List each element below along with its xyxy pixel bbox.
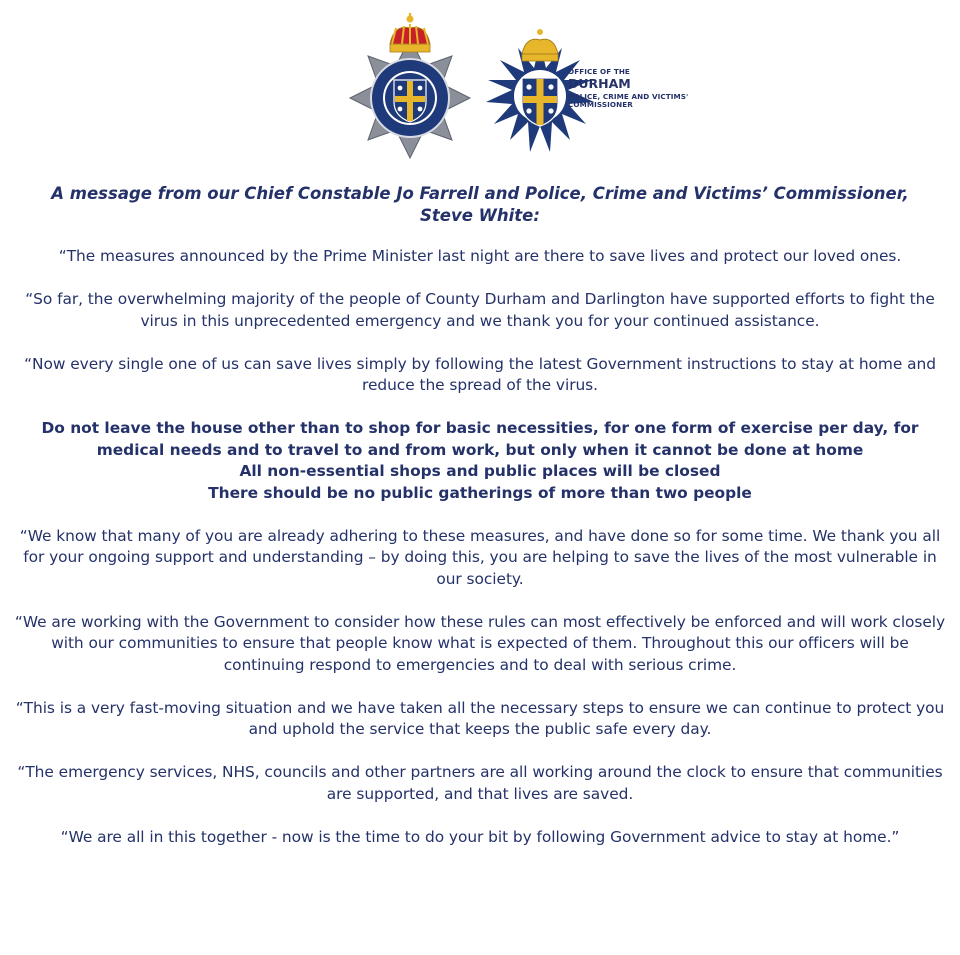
- statement-paragraph: “We are all in this together - now is the time to do your bit by following Government advice to stay at home.”: [60, 827, 900, 846]
- pcvc-wordmark: [568, 68, 708, 109]
- rule-line: There should be no public gatherings of more than two people: [208, 483, 752, 502]
- rule-line: All non-essential shops and public places will be closed: [239, 462, 721, 480]
- pcvc-commissioner-line: COMMISSIONER: [568, 99, 633, 109]
- statement-paragraph: “So far, the overwhelming majority of the people of County Durham and Darlington have supported efforts to fight the virus in this unprecedented emergency and we thank you for your continued assistance.: [25, 290, 935, 330]
- statement-heading: A message from our Chief Constable Jo Farrell and Police, Crime and Victims’ Commissioner, Steve White:: [51, 184, 909, 225]
- pcvc-title-line: POLICE, CRIME AND VICTIMS': [568, 91, 689, 101]
- rule-line: Do not leave the house other than to shop for basic necessities, for one form of exercise per day, for medical needs and to travel to and from work, but only when it cannot be done at home: [41, 419, 919, 459]
- statement-paragraph: “We know that many of you are already adhering to these measures, and have done so for some time. We thank you all for your ongoing support and understanding – by doing this, you are helping to save the lives of the most vulnerable in our society.: [19, 526, 941, 588]
- pcvc-durham-line: DURHAM: [568, 76, 631, 92]
- durham-constabulary-badge-icon: [342, 10, 478, 172]
- logo-header: [0, 6, 960, 176]
- pcvc-office-line: OFFICE OF THE: [568, 67, 630, 76]
- statement-paragraph: “Now every single one of us can save lives simply by following the latest Government instructions to stay at home and reduce the spread of the virus.: [24, 354, 936, 394]
- lockdown-rules: [10, 418, 950, 504]
- statement-body: [10, 177, 950, 870]
- statement-paragraph: “The measures announced by the Prime Minister last night are there to save lives and protect our loved ones.: [58, 247, 902, 265]
- statement-paragraph: “The emergency services, NHS, councils and other partners are all working around the clock to ensure that communities are supported, and that lives are saved.: [17, 763, 943, 803]
- statement-paragraph: “This is a very fast-moving situation and we have taken all the necessary steps to ensure we can continue to protect you and uphold the service that keeps the public safe every day.: [15, 698, 945, 738]
- statement-paragraph: “We are working with the Government to consider how these rules can most effectively be enforced and will work closely with our communities to ensure that people know what is expected of them. Throughout this our officers will be continuing respond to emergencies and to deal with serious crime.: [14, 612, 946, 674]
